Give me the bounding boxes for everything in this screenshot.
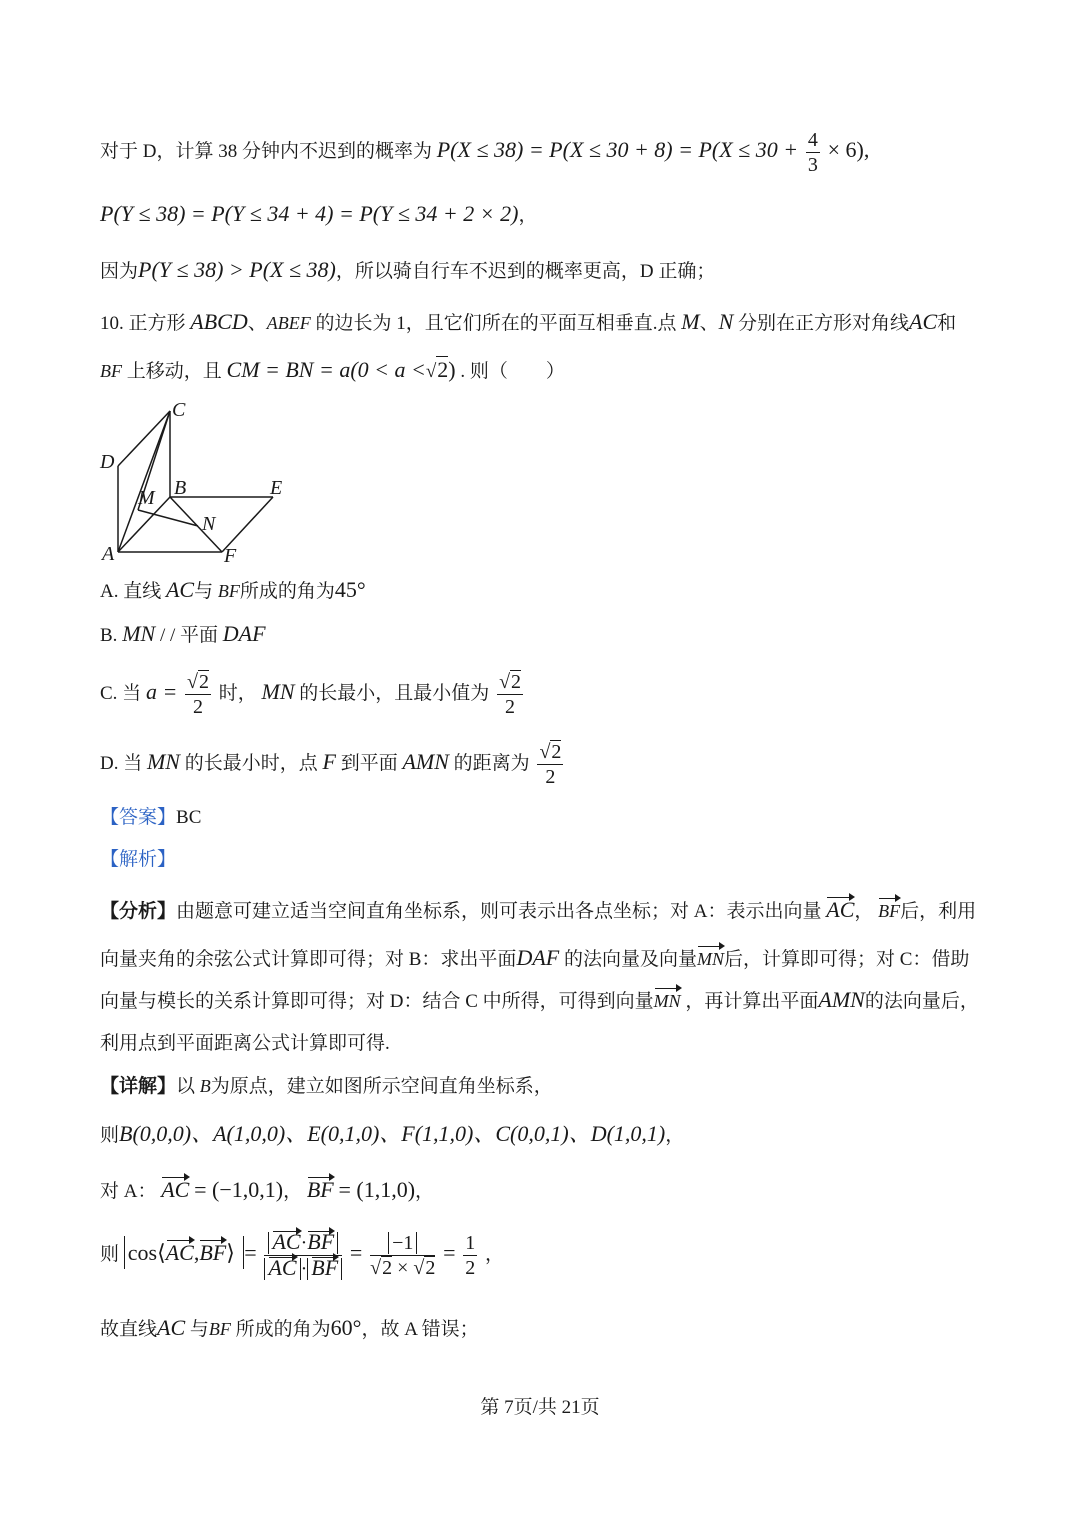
- math-px: P(X ≤ 38) = P(X ≤ 30 + 8) = P(X ≤ 30 +: [436, 136, 799, 162]
- label-f: F: [224, 545, 237, 567]
- vectors-line: 对 A： AC = (−1,0,1)， BF = (1,1,0)，: [100, 1177, 435, 1202]
- fraction-sqrt2-2-min: $\frac{√2}{2}$: [499, 671, 522, 718]
- option-b: B. MN / / 平面 DAF: [100, 621, 266, 646]
- label-b: B: [174, 477, 187, 499]
- question-10-line1: 10. 正方形 ABCD、ABEF 的边长为 1，且它们所在的平面互相垂直.点 M、N 分别在正方形对角线AC和: [100, 309, 957, 334]
- analysis-label: 【解析】: [100, 849, 177, 870]
- answer-line: [100, 804, 201, 832]
- line-d-probability: 对于 D，计算 38 分钟内不迟到的概率为 P(X ≤ 38) = P(X ≤ 30 + 8) = P(X ≤ 30 + $\frac{4}{3}$ × 6),: [100, 129, 870, 176]
- answer-value: BC: [176, 807, 202, 828]
- line-py: P(Y ≤ 38) = P(Y ≤ 34 + 4) = P(Y ≤ 34 + 2 × 2)，: [100, 201, 538, 226]
- label-m: M: [138, 487, 155, 509]
- fraction-sqrt2-2-dist: $\frac{√2}{2}$: [539, 741, 562, 788]
- fenxi-line1: 【分析】由题意可建立适当空间直角坐标系，则可表示出各点坐标；对 A：表示出向量 AC， BF后，利用: [100, 896, 976, 926]
- xiangjie-line: 【详解】以 B为原点，建立如图所示空间直角坐标系，: [100, 1076, 553, 1097]
- edge-ef: [222, 497, 273, 552]
- page-footer: 第 7页/共 21页: [480, 1397, 600, 1418]
- fraction-half: $\frac{1}{2}$: [465, 1232, 476, 1279]
- option-c: C. 当 a = $\frac{√2}{2}$ 时， MN 的长最小，且最小值为 $\frac{√2}{2}$: [100, 671, 522, 718]
- label-n: N: [202, 513, 216, 535]
- label-e: E: [270, 477, 283, 499]
- label-c: C: [172, 399, 186, 421]
- edge-dc: [118, 411, 170, 466]
- fraction-sqrt2-2: $\frac{√2}{2}$: [187, 671, 210, 718]
- geometry-figure: [90, 396, 320, 576]
- label-a: A: [102, 543, 115, 565]
- fraction-4-3: $\frac{4}{3}$: [807, 129, 818, 176]
- conclusion-a: 故直线AC 与BF 所成的角为60°，故 A 错误；: [100, 1315, 479, 1340]
- fraction-values: $\frac{-1}{√2 \times √2}$: [370, 1232, 436, 1279]
- option-d: D. 当 MN 的长最小时，点 F 到平面 AMN 的距离为 $\frac{√2}{2}$: [100, 741, 562, 788]
- edge-ac: [118, 411, 170, 552]
- answer-label: 【答案】: [100, 807, 177, 828]
- line-conclusion-d: 因为P(Y ≤ 38) > P(X ≤ 38)，所以骑自行车不迟到的概率更高，D 正确；: [100, 257, 716, 282]
- label-d: D: [100, 451, 115, 473]
- fenxi-line3: 向量与模长的关系计算即可得；对 D：结合 C 中所得，可得到向量MN ，再计算出平面AMN的法向量后，: [100, 986, 979, 1016]
- coords-line: 则B(0,0,0)、A(1,0,0)、E(0,1,0)、F(1,1,0)、C(0,0,1)、D(1,0,1)，: [100, 1121, 685, 1146]
- fraction-cos: $\frac{AC\cdot BF}{AC \cdot BF}$: [264, 1230, 342, 1281]
- option-a: A. 直线 AC与 BF所成的角为45°: [100, 577, 366, 602]
- cos-line: 则 cos⟨AC,BF⟩ = $\frac{AC\cdot BF}{AC \cdot BF}$ = $\frac{-1}{√2 \times √2}$ = $\frac{1}{2}$ ，: [100, 1229, 505, 1280]
- analysis-label-line: [100, 846, 176, 874]
- question-10-line2: BF 上移动，且 CM = BN = a(0 < a <√2) . 则（ ）: [100, 357, 565, 382]
- fenxi-line4: 利用点到平面距离公式计算即可得.: [100, 1033, 390, 1054]
- fenxi-line2: 向量夹角的余弦公式计算即可得；对 B：求出平面DAF 的法向量及向量MN后，计算即可得；对 C：借助: [100, 944, 969, 974]
